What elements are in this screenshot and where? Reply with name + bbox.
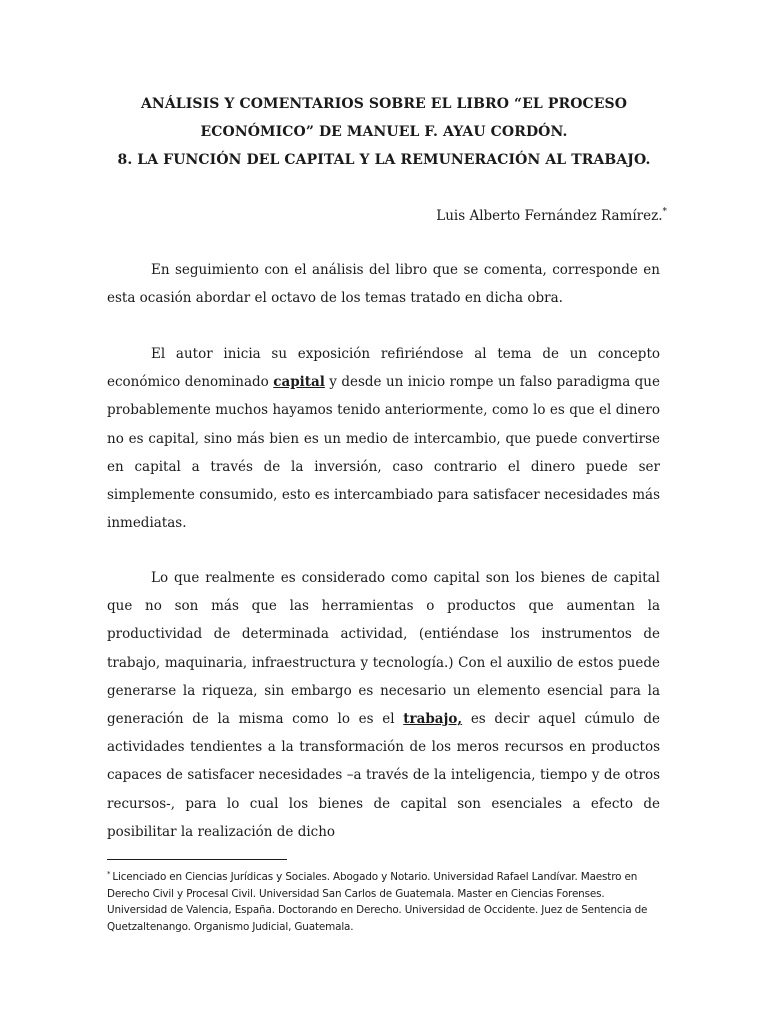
paragraph-3-text-after: es decir aquel cúmulo de actividades tendientes a la transformación de los meros recursos en productos capaces de satisfacer necesidades –a través de la inteligencia, tiempo y de otros recursos-, para lo cual los bienes de capital son esenciales a efecto de posibilitar la realización de dicho	[107, 711, 660, 840]
paragraph-1: En seguimiento con el análisis del libro que se comenta, corresponde en esta ocasión abordar el octavo de los temas tratado en dicha obra.	[107, 262, 660, 307]
capital-emphasis: capital	[273, 374, 325, 391]
footnote	[107, 866, 660, 935]
paragraph-3	[107, 564, 660, 846]
author-line	[436, 202, 667, 226]
title-line-2: ECONÓMICO” DE MANUEL F. AYAU CORDÓN.	[200, 124, 568, 140]
paragraph-3-text-before: Lo que realmente es considerado como capital son los bienes de capital que no son más que las herramientas o productos que aumentan la productividad de determinada actividad, (entiéndase los instrumentos de trabajo, maquinaria, infraestructura y tecnología.) Con el auxilio de estos puede generarse la riqueza, sin embargo es necesario un elemento esencial para la generación de la misma como lo es el	[107, 570, 660, 728]
trabajo-emphasis: trabajo,	[403, 711, 463, 728]
footnote-text: Licenciado en Ciencias Jurídicas y Sociales. Abogado y Notario. Universidad Rafael Landívar. Maestro en Derecho Civil y Procesal Civil. Universidad San Carlos de Guatemala. Master en Ciencias Forenses. Universidad de Valencia, España. Doctorando en Derecho. Universidad de Occidente. Juez de Sentencia de Quetzaltenango. Organismo Judicial, Guatemala.	[107, 871, 648, 933]
document-title	[100, 90, 668, 174]
title-line-1: ANÁLISIS Y COMENTARIOS SOBRE EL LIBRO “EL PROCESO	[140, 96, 628, 112]
paragraph-2-text-after: y desde un inicio rompe un falso paradigma que probablemente muchos hayamos tenido anteriormente, como lo es que el dinero no es capital, sino más bien es un medio de intercambio, que puede convertirse en capital a través de la inversión, caso contrario el dinero puede ser simplemente consumido, esto es intercambiado para satisfacer necesidades más inmediatas.	[107, 374, 660, 532]
footnote-mark: *	[107, 870, 111, 878]
author-footnote-mark: *	[662, 207, 667, 217]
title-line-3: 8. LA FUNCIÓN DEL CAPITAL Y LA REMUNERACIÓN AL TRABAJO.	[117, 152, 651, 168]
paragraph-2-text-before: El autor inicia su exposición refiriéndose al tema de un concepto económico denominado	[107, 346, 660, 391]
author-name: Luis Alberto Fernández Ramírez.	[436, 208, 663, 224]
paragraph-2	[107, 340, 660, 537]
footnote-separator	[107, 859, 287, 860]
